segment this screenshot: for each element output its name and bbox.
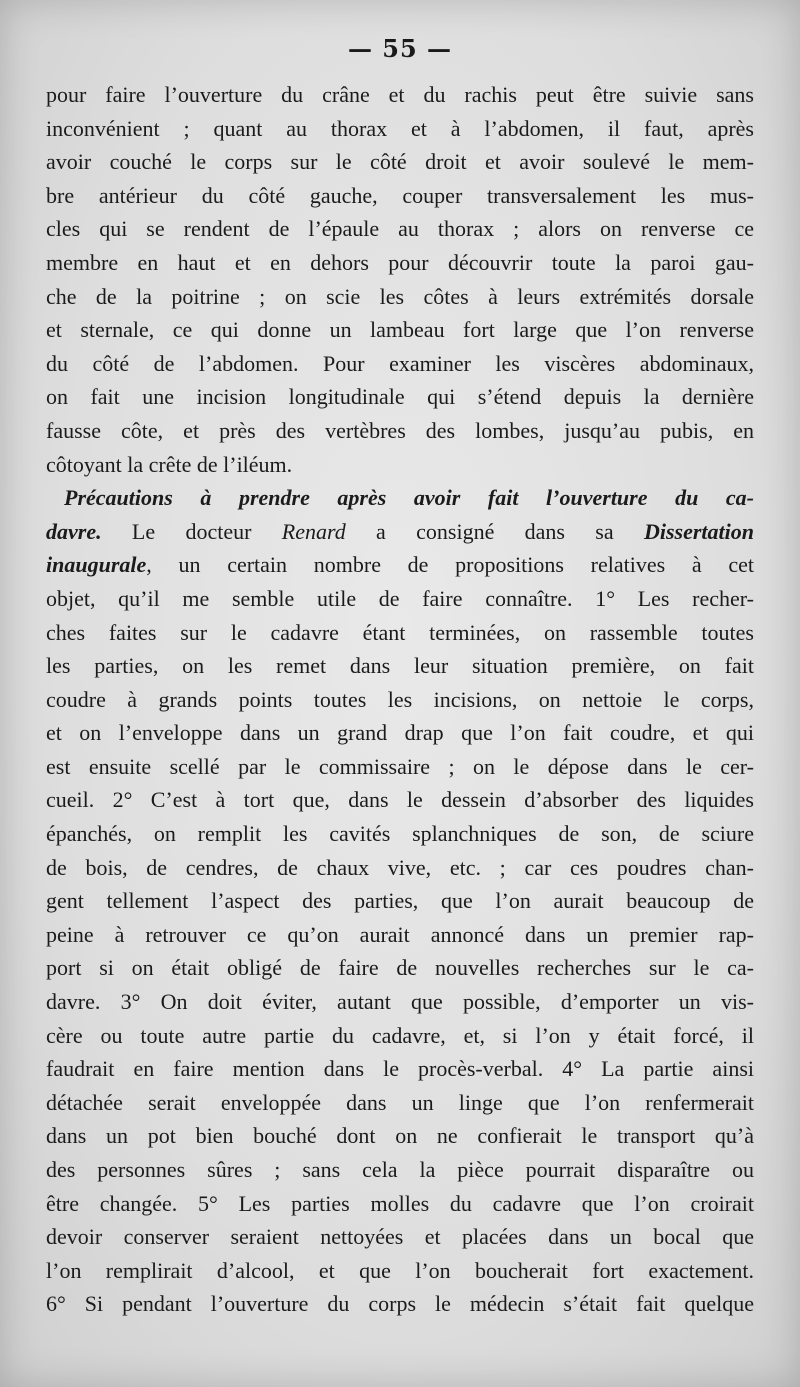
text-line: cère ou toute autre partie du cadavre, et, si l’on y était forcé, il — [46, 1022, 754, 1048]
text-line: 6° Si pendant l’ouverture du corps le médecin s’était fait quelque — [46, 1291, 754, 1317]
text-line: cles qui se rendent de l’épaule au thorax ; alors on renverse ce — [46, 216, 754, 242]
text-line: coudre à grands points toutes les incisions, on nettoie le corps, — [46, 686, 754, 712]
text-line: pour faire l’ouverture du crâne et du rachis peut être suivie sans — [46, 82, 754, 107]
text-line: bre antérieur du côté gauche, couper transversalement les mus- — [46, 182, 754, 208]
work-title: Dissertation — [643, 518, 754, 544]
text-line: gent tellement l’aspect des parties, que l’on aurait beaucoup de — [46, 888, 754, 914]
section-heading: Précautions à prendre après avoir fait l’ouverture du ca- — [64, 485, 754, 511]
text-line: peine à retrouver ce qu’on aurait annoncé dans un premier rap- — [46, 921, 754, 947]
text-line — [46, 548, 754, 582]
text-line: du côté de l’abdomen. Pour examiner les viscères abdominaux, — [46, 350, 754, 376]
text-line: dans un pot bien bouché dont on ne confierait le transport qu’à — [46, 1123, 754, 1149]
text-line: membre en haut et en dehors pour découvrir toute la paroi gau- — [46, 249, 754, 275]
text-line: objet, qu’il me semble utile de faire connaître. 1° Les recher- — [46, 585, 754, 611]
text-line: avoir couché le corps sur le côté droit et avoir soulevé le mem- — [46, 149, 754, 175]
text-line: cueil. 2° C’est à tort que, dans le dessein d’absorber des liquides — [46, 787, 754, 813]
page-number: — 55 — — [347, 34, 453, 63]
text-line: et on l’enveloppe dans un grand drap que l’on fait coudre, et qui — [46, 720, 754, 746]
text-line: on fait une incision longitudinale qui s’étend depuis la dernière — [46, 384, 754, 410]
text-line: être changée. 5° Les parties molles du cadavre que l’on croirait — [46, 1190, 754, 1216]
text-line — [46, 481, 754, 515]
text-line: et sternale, ce qui donne un lambeau fort large que l’on renverse — [46, 317, 754, 343]
text-line: est ensuite scellé par le commissaire ; on le dépose dans le cer- — [46, 753, 754, 779]
body-text — [46, 78, 754, 1321]
text-run: a consigné dans sa — [345, 518, 644, 544]
paragraph-1 — [46, 78, 754, 481]
text-line: ches faites sur le cadavre étant terminées, on rassemble toutes — [46, 619, 754, 645]
text-line: de bois, de cendres, de chaux vive, etc. ; car ces poudres chan- — [46, 854, 754, 880]
paragraph-2 — [46, 481, 754, 1321]
text-run: , un certain nombre de propositions relatives à cet — [146, 552, 754, 578]
text-run: Le docteur — [101, 518, 282, 544]
text-line: devoir conserver seraient nettoyées et placées dans un bocal que — [46, 1224, 754, 1250]
text-line: port si on était obligé de faire de nouvelles recherches sur le ca- — [46, 955, 754, 981]
text-line: inconvénient ; quant au thorax et à l’abdomen, il faut, après — [46, 115, 754, 141]
text-line — [46, 515, 754, 549]
text-line: l’on remplirait d’alcool, et que l’on boucherait fort exactement. — [46, 1257, 754, 1283]
text-line: des personnes sûres ; sans cela la pièce pourrait disparaître ou — [46, 1157, 754, 1182]
text-line: épanchés, on remplit les cavités splanchniques de son, de sciure — [46, 821, 754, 847]
text-line: les parties, on les remet dans leur situation première, on fait — [46, 653, 754, 679]
author-name: Renard — [281, 518, 346, 544]
text-line: détachée serait enveloppée dans un linge que l’on renfermerait — [46, 1089, 754, 1115]
text-line: fausse côte, et près des vertèbres des lombes, jusqu’au pubis, en — [46, 417, 754, 443]
text-line: davre. 3° On doit éviter, autant que possible, d’emporter un vis- — [46, 989, 754, 1015]
text-line: faudrait en faire mention dans le procès-verbal. 4° La partie ainsi — [46, 1056, 754, 1082]
work-title-end: inaugurale — [46, 552, 147, 578]
text-line: côtoyant la crête de l’iléum. — [46, 451, 293, 477]
section-heading-end: davre. — [46, 518, 102, 544]
text-line: che de la poitrine ; on scie les côtes à leurs extrémités dorsale — [46, 283, 754, 309]
